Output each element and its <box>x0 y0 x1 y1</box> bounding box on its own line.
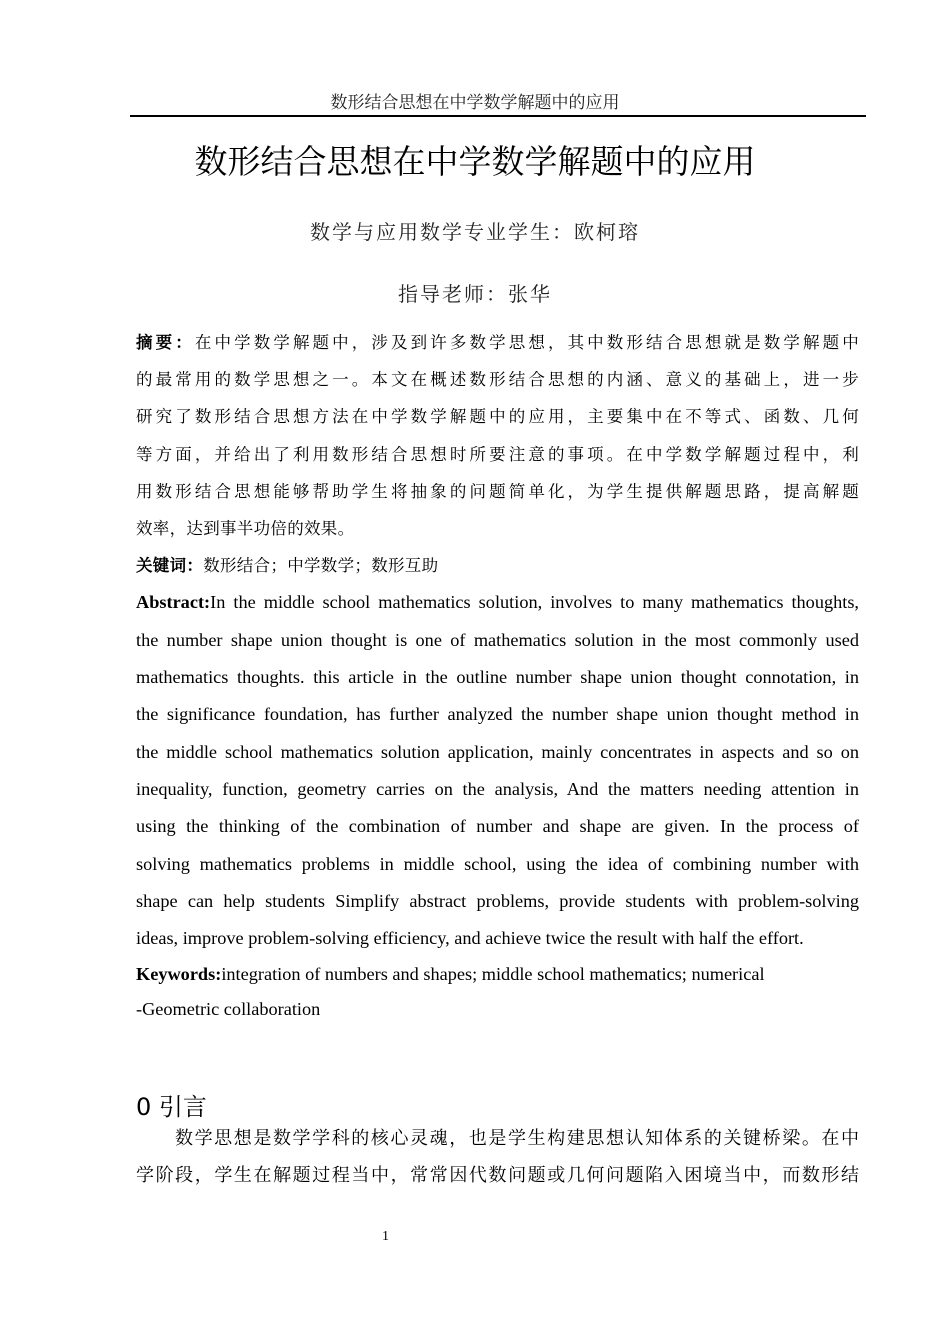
abstract-cn-line: 效率，达到事半功倍的效果。 <box>136 519 355 538</box>
section-heading: 0 引言 <box>136 1093 207 1121</box>
abstract-cn-line: 用数形结合思想能够帮助学生将抽象的问题简单化，为学生提供解题思路，提高解题 <box>136 482 859 501</box>
abstract-cn-line: 研究了数形结合思想方法在中学数学解题中的应用，主要集中在不等式、函数、几何 <box>136 407 859 426</box>
abstract-en-line: using the thinking of the combination of number and shape are given. In the process of <box>136 816 859 836</box>
keywords-en-continued: -Geometric collaboration <box>136 999 321 1019</box>
abstract-en-line: the middle school mathematics solution application, mainly concentrates in aspects and so on <box>136 742 859 762</box>
header-rule <box>130 115 866 117</box>
abstract-en-line: ideas, improve problem-solving efficiency, and achieve twice the result with half the effort. <box>136 928 804 948</box>
running-header: 数形结合思想在中学数学解题中的应用 <box>330 93 620 113</box>
page-number: 1 <box>382 1229 389 1244</box>
document-title: 数形结合思想在中学数学解题中的应用 <box>194 142 756 181</box>
abstract-en-line: the significance foundation, has further analyzed the number shape union thought method in <box>136 704 859 724</box>
advisor-line: 指导老师：张华 <box>398 282 552 306</box>
body-paragraph-line: 数学思想是数学学科的核心灵魂，也是学生构建思想认知体系的关键桥梁。在中 <box>175 1128 859 1149</box>
body-paragraph-line: 学阶段，学生在解题过程当中，常常因代数问题或几何问题陷入困境当中，而数形结 <box>136 1165 859 1186</box>
abstract-cn-line: 的最常用的数学思想之一。本文在概述数形结合思想的内涵、意义的基础上，进一步 <box>136 370 859 389</box>
abstract-en-line: shape can help students Simplify abstract problems, provide students with problem-solving <box>136 891 859 911</box>
abstract-cn-line: 摘要：在中学数学解题中，涉及到许多数学思想，其中数形结合思想就是数学解题中 <box>136 333 860 352</box>
abstract-en-line: Abstract:In the middle school mathematics solution, involves to many mathematics thoughts, <box>136 592 859 612</box>
abstract-cn-label: 摘要： <box>136 333 195 352</box>
abstract-en-line: mathematics thoughts. this article in the outline number shape union thought connotation, in <box>136 667 859 687</box>
abstract-en-label: Abstract: <box>136 592 211 612</box>
abstract-cn-line: 等方面，并给出了利用数形结合思想时所要注意的事项。在中学数学解题过程中，利 <box>136 445 859 464</box>
abstract-en-line: the number shape union thought is one of mathematics solution in the most commonly used <box>136 630 859 650</box>
abstract-en-line: inequality, function, geometry carries on the analysis, And the matters needing attention in <box>136 779 859 799</box>
abstract-en-line: solving mathematics problems in middle school, using the idea of combining number with <box>136 854 859 874</box>
keywords-cn: 关键词：数形结合；中学数学；数形互助 <box>136 556 439 575</box>
author-line: 数学与应用数学专业学生：欧柯瑢 <box>310 220 640 244</box>
keywords-en: Keywords:integration of numbers and shapes; middle school mathematics; numerical <box>136 964 765 984</box>
